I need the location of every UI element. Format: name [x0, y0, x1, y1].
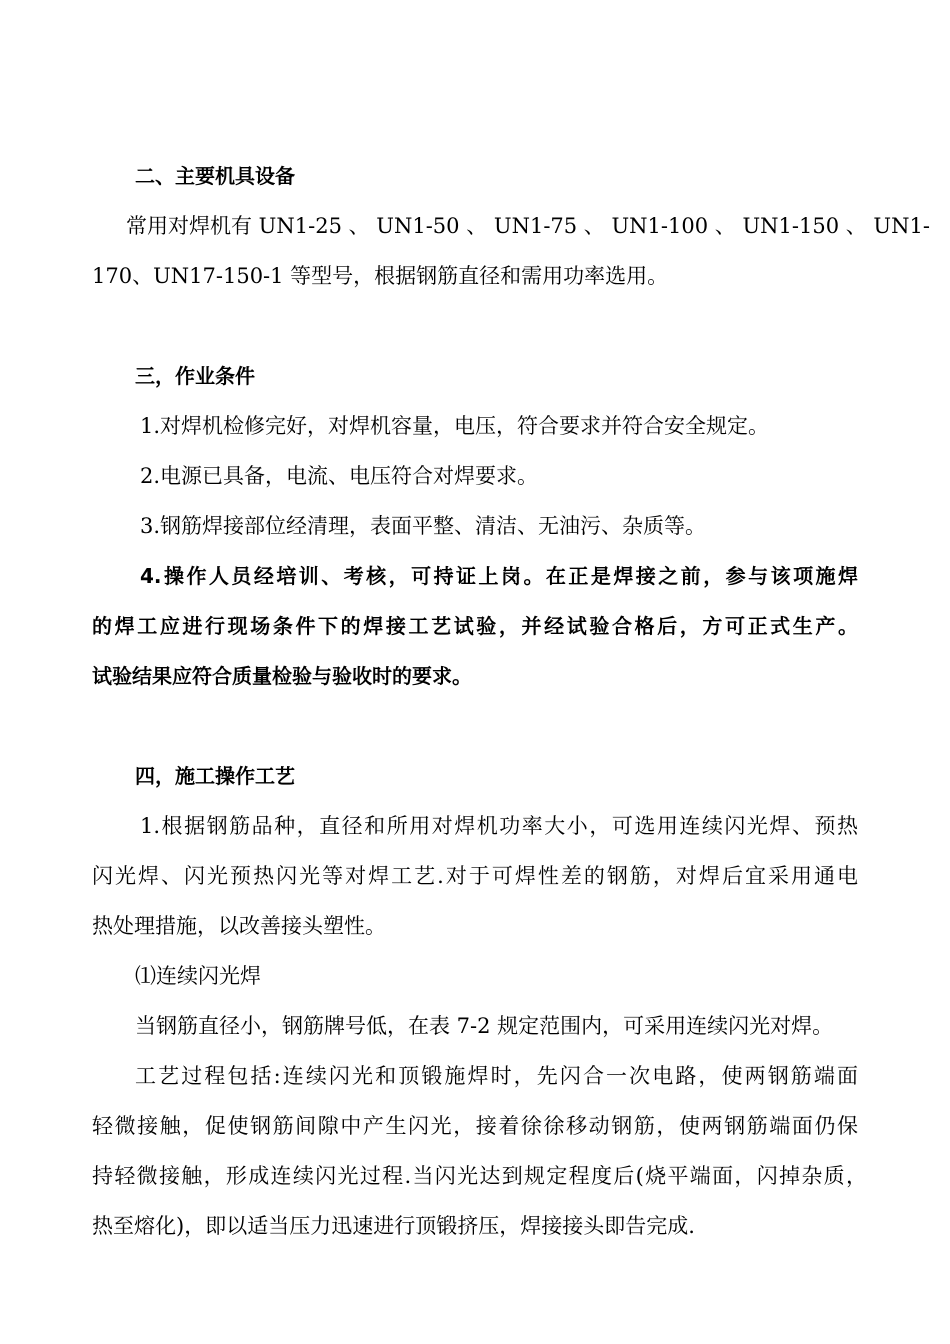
- section3-heading: 三，作业条件: [135, 364, 255, 388]
- subsection-para-2-line-2: 轻微接触，促使钢筋间隙中产生闪光，接着徐徐移动钢筋，使两钢筋端面仍保: [92, 1114, 858, 1138]
- subsection-para-2-line-4: 热至熔化)，即以适当压力迅速进行顶锻挤压，焊接接头即告完成.: [92, 1214, 695, 1238]
- subsection-para-1: 当钢筋直径小，钢筋牌号低，在表 7-2 规定范围内，可采用连续闪光对焊。: [135, 1014, 834, 1038]
- section2-heading: 二、主要机具设备: [135, 164, 295, 188]
- subsection-para-2-line-3: 持轻微接触，形成连续闪光过程.当闪光达到规定程度后(烧平端面，闪掉杂质，: [92, 1164, 867, 1188]
- section4-para1-line-3: 热处理措施，以改善接头塑性。: [92, 914, 386, 938]
- section2-line-2: 170、UN17-150-1 等型号，根据钢筋直径和需用功率选用。: [92, 264, 669, 288]
- subsection-title: ⑴连续闪光焊: [135, 964, 261, 988]
- section2-line-1: 常用对焊机有 UN1-25 、 UN1-50 、 UN1-75 、 UN1-100 、 UN1-150 、 UN1-: [126, 214, 930, 238]
- section4-heading: 四，施工操作工艺: [135, 764, 295, 788]
- section3-item-2: 2.电源已具备，电流、电压符合对焊要求。: [140, 464, 539, 488]
- section3-item-4-line-2: 的焊工应进行现场条件下的焊接工艺试验，并经试验合格后，方可正式生产。: [92, 614, 858, 638]
- section3-item-4-line-1: 4.操作人员经培训、考核，可持证上岗。在正是焊接之前，参与该项施焊: [140, 564, 858, 588]
- section3-item-4-line-3: 试验结果应符合质量检验与验收时的要求。: [92, 664, 472, 688]
- section3-item-1: 1.对焊机检修完好，对焊机容量，电压，符合要求并符合安全规定。: [140, 414, 770, 438]
- section4-para1-line-1: 1.根据钢筋品种，直径和所用对焊机功率大小，可选用连续闪光焊、预热: [140, 814, 858, 838]
- subsection-para-2-line-1: 工艺过程包括:连续闪光和顶锻施焊时，先闪合一次电路，使两钢筋端面: [135, 1064, 858, 1088]
- section4-para1-line-2: 闪光焊、闪光预热闪光等对焊工艺.对于可焊性差的钢筋，对焊后宜采用通电: [92, 864, 858, 888]
- section3-item-3: 3.钢筋焊接部位经清理，表面平整、清洁、无油污、杂质等。: [140, 514, 707, 538]
